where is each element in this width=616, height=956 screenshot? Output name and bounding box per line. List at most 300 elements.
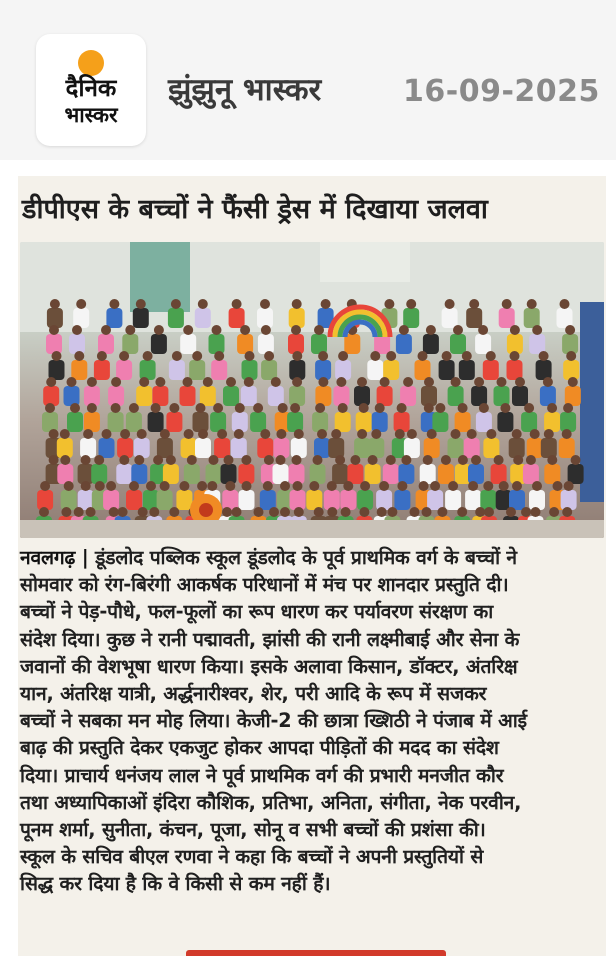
crowd-head — [129, 403, 139, 413]
crowd-head — [497, 377, 507, 387]
crowd-body — [289, 386, 305, 406]
crowd-head — [280, 481, 290, 491]
article-line-13: सिद्ध कर दिया है कि वे किसी से कम नहीं हैं। — [20, 872, 331, 896]
crowd-body — [476, 412, 492, 432]
crowd-body — [166, 412, 182, 432]
article-line-9: दिया। प्राचार्य धनंजय लाल ने पूर्व प्राथमिक वर्ग की प्रभारी मनजीत कौर — [20, 763, 504, 787]
crowd-head — [486, 429, 496, 439]
crowd-head — [437, 507, 447, 517]
crowd-body — [163, 464, 179, 484]
crowd-body — [214, 438, 230, 458]
crowd-head — [196, 403, 206, 413]
crowd-head — [568, 377, 578, 387]
crowd-body — [439, 360, 455, 380]
crowd-head — [474, 377, 484, 387]
crowd-body — [258, 334, 274, 354]
crowd-head — [483, 481, 493, 491]
crowd-body — [372, 412, 388, 432]
edition-date: 16-09-2025 — [403, 74, 600, 109]
crowd-head — [241, 455, 251, 465]
crowd-head — [445, 299, 455, 309]
crowd-head — [97, 351, 107, 361]
crowd-body — [69, 334, 85, 354]
crowd-head — [327, 507, 337, 517]
crowd-head — [403, 377, 413, 387]
crowd-body — [73, 308, 89, 328]
crowd-head — [357, 377, 367, 387]
crowd-head — [565, 325, 575, 335]
crowd-body — [289, 464, 305, 484]
crowd-head — [327, 481, 337, 491]
crowd-head — [475, 507, 485, 517]
crowd-head — [139, 377, 149, 387]
crowd-head — [486, 351, 496, 361]
crowd-body — [47, 308, 63, 328]
crowd-body — [466, 308, 482, 328]
crowd-body — [180, 386, 196, 406]
crowd-head — [318, 351, 328, 361]
crowd-head — [120, 429, 130, 439]
crowd-body — [491, 464, 507, 484]
crowd-body — [465, 490, 481, 510]
crowd-head — [169, 507, 179, 517]
crowd-head — [183, 325, 193, 335]
crowd-head — [129, 481, 139, 491]
crowd-head — [217, 429, 227, 439]
crowd-body — [151, 334, 167, 354]
crowd-head — [401, 455, 411, 465]
crowd-head — [426, 325, 436, 335]
crowd-head — [271, 377, 281, 387]
crowd-body — [239, 490, 255, 510]
crowd-head — [70, 403, 80, 413]
crowd-head — [212, 325, 222, 335]
crowd-head — [264, 455, 274, 465]
crowd-body — [480, 490, 496, 510]
crowd-head — [458, 403, 468, 413]
crowd-head — [399, 325, 409, 335]
crowd-head — [293, 481, 303, 491]
crowd-head — [457, 507, 467, 517]
crowd-body — [37, 490, 53, 510]
crowd-body — [288, 334, 304, 354]
crowd-body — [148, 412, 164, 432]
crowd-body — [231, 438, 247, 458]
crowd-head — [359, 403, 369, 413]
crowd-body — [562, 334, 578, 354]
crowd-head — [276, 455, 286, 465]
stage-steps — [20, 520, 604, 538]
crowd-body — [61, 490, 77, 510]
crowd-body — [332, 464, 348, 484]
crowd-body — [404, 438, 420, 458]
crowd-head — [187, 455, 197, 465]
crowd-head — [515, 377, 525, 387]
crowd-body — [421, 386, 437, 406]
crowd-head — [406, 299, 416, 309]
group-photo-illustration — [20, 242, 604, 538]
crowd-body — [464, 438, 480, 458]
crowd-head — [134, 455, 144, 465]
crowd-head — [81, 455, 91, 465]
crowd-body — [335, 412, 351, 432]
crowd-head — [160, 481, 170, 491]
article-headline: डीपीएस के बच्चों ने फैंसी ड्रेस में दिखाया जलवा — [22, 194, 488, 225]
crowd-body — [152, 386, 168, 406]
crowd-head — [357, 429, 367, 439]
crowd-head — [184, 429, 194, 439]
crowd-head — [253, 403, 263, 413]
crowd-head — [226, 377, 236, 387]
crowd-head — [397, 481, 407, 491]
crowd-head — [368, 455, 378, 465]
article-line-11: पूनम शर्मा, सुनीता, कंचन, पूजा, सोनू व सभी बच्चों की प्रशंसा की। — [20, 818, 486, 842]
crowd-body — [184, 464, 200, 484]
crowd-head — [386, 455, 396, 465]
crowd-head — [94, 455, 104, 465]
crowd-head — [384, 299, 394, 309]
crowd-head — [395, 429, 405, 439]
crowd-body — [540, 386, 556, 406]
crowd-head — [341, 507, 351, 517]
crowd-body — [310, 464, 326, 484]
crowd-body — [206, 464, 222, 484]
crowd-head — [269, 507, 279, 517]
crowd-head — [314, 325, 324, 335]
building-panel-right — [320, 242, 410, 282]
crowd-body — [131, 464, 147, 484]
crowd-head — [172, 351, 182, 361]
crowd-body — [140, 360, 156, 380]
crowd-head — [74, 507, 84, 517]
crowd-head — [244, 377, 254, 387]
crowd-head — [571, 455, 581, 465]
crowd-body — [108, 386, 124, 406]
crowd-head — [260, 299, 270, 309]
crowd-head — [435, 403, 445, 413]
crowd-head — [45, 403, 55, 413]
crowd-body — [98, 334, 114, 354]
crowd-head — [166, 455, 176, 465]
crowd-body — [94, 360, 110, 380]
group-photo[interactable] — [20, 242, 604, 538]
crowd-head — [222, 507, 232, 517]
crowd-body — [84, 412, 100, 432]
crowd-head — [338, 403, 348, 413]
crowd-head — [64, 481, 74, 491]
crowd-head — [125, 325, 135, 335]
crowd-head — [317, 429, 327, 439]
crowd-head — [118, 507, 128, 517]
crowd-body — [57, 464, 73, 484]
crowd-head — [468, 481, 478, 491]
crowd-body — [126, 412, 142, 432]
crowd-body — [311, 334, 327, 354]
crowd-head — [343, 481, 353, 491]
crowd-head — [448, 481, 458, 491]
crowd-head — [86, 507, 96, 517]
crowd-head — [430, 481, 440, 491]
app-header — [0, 0, 616, 160]
crowd-head — [102, 429, 112, 439]
crowd-body — [356, 412, 372, 432]
crowd-body — [507, 334, 523, 354]
article-line-7: बच्चों ने सबका मन मोह लिया। केजी-2 की छात्रा ख्शिठी ने पंजाब में आई — [20, 709, 527, 733]
crowd-head — [111, 403, 121, 413]
crowd-head — [240, 325, 250, 335]
crowd-body — [442, 308, 458, 328]
crowd-head — [106, 481, 116, 491]
crowd-body — [46, 334, 62, 354]
crowd-head — [235, 403, 245, 413]
crowd-head — [46, 377, 56, 387]
crowd-body — [376, 490, 392, 510]
crowd-body — [209, 334, 225, 354]
crowd-head — [359, 507, 369, 517]
crowd-head — [154, 325, 164, 335]
crowd-body — [529, 490, 545, 510]
crowd-head — [370, 351, 380, 361]
crowd-body — [136, 386, 152, 406]
sunflower-center — [199, 503, 213, 517]
crowd-body — [49, 360, 65, 380]
crowd-head — [40, 481, 50, 491]
crowd-head — [119, 351, 129, 361]
crowd-body — [126, 490, 142, 510]
edition-title: झुंझुनू भास्कर — [168, 72, 322, 108]
crowd-head — [111, 377, 121, 387]
crowd-body — [568, 464, 584, 484]
crowd-head — [72, 325, 82, 335]
crowd-body — [544, 464, 560, 484]
article-line-3: बच्चों ने पेड़-पौधे, फल-फूलों का रूप धारण कर पर्यावरण संरक्षण का — [20, 600, 494, 624]
crowd-head — [506, 507, 516, 517]
crowd-head — [260, 429, 270, 439]
crowd-body — [432, 412, 448, 432]
crowd-body — [229, 308, 245, 328]
crowd-body — [475, 334, 491, 354]
crowd-body — [181, 438, 197, 458]
crowd-body — [257, 438, 273, 458]
crowd-head — [419, 481, 429, 491]
crowd-head — [423, 455, 433, 465]
accent-bar — [186, 950, 446, 956]
crowd-body — [157, 490, 173, 510]
crowd-head — [562, 429, 572, 439]
crowd-body — [403, 308, 419, 328]
logo-text-line2: भास्कर — [64, 103, 118, 127]
crowd-head — [254, 507, 264, 517]
crowd-head — [386, 351, 396, 361]
article-line-6: यान, अंतरिक्ष यात्री, अर्द्धनारीश्वर, शेर, परी आदि के रूप में सजकर — [20, 682, 487, 706]
crowd-head — [479, 403, 489, 413]
crowd-body — [169, 360, 185, 380]
crowd-body — [315, 386, 331, 406]
crowd-head — [458, 455, 468, 465]
crowd-body — [157, 438, 173, 458]
crowd-head — [549, 507, 559, 517]
crowd-body — [211, 360, 227, 380]
crowd-body — [524, 308, 540, 328]
crowd-body — [471, 386, 487, 406]
crowd-body — [193, 412, 209, 432]
crowd-body — [261, 360, 277, 380]
crowd-body — [42, 412, 58, 432]
crowd-head — [484, 507, 494, 517]
crowd-body — [134, 438, 150, 458]
crowd-head — [87, 403, 97, 413]
crowd-head — [294, 507, 304, 517]
crowd-body — [565, 386, 581, 406]
crowd-head — [60, 455, 70, 465]
crowd-body — [509, 438, 525, 458]
crowd-head — [380, 377, 390, 387]
crowd-body — [180, 334, 196, 354]
crowd-body — [445, 490, 461, 510]
crowd-body — [103, 490, 119, 510]
crowd-head — [494, 455, 504, 465]
crowd-body — [420, 464, 436, 484]
crowd-body — [222, 490, 238, 510]
crowd-head — [192, 351, 202, 361]
crowd-body — [291, 438, 307, 458]
crowd-body — [438, 464, 454, 484]
crowd-head — [350, 455, 360, 465]
crowd-body — [398, 464, 414, 484]
crowd-body — [559, 438, 575, 458]
crowd-body — [347, 464, 363, 484]
crowd-head — [109, 507, 119, 517]
crowd-head — [532, 325, 542, 335]
crowd-head — [314, 507, 324, 517]
crowd-body — [232, 412, 248, 432]
crowd-head — [510, 325, 520, 335]
crowd-head — [410, 507, 420, 517]
crowd-body — [260, 490, 276, 510]
crowd-body — [536, 360, 552, 380]
crowd-head — [232, 299, 242, 309]
crowd-body — [367, 360, 383, 380]
crowd-body — [108, 412, 124, 432]
crowd-body — [106, 308, 122, 328]
crowd-head — [375, 403, 385, 413]
crowd-body — [116, 464, 132, 484]
crowd-head — [213, 403, 223, 413]
crowd-head — [513, 455, 523, 465]
crowd-head — [153, 455, 163, 465]
crowd-body — [415, 360, 431, 380]
crowd-head — [424, 377, 434, 387]
crowd-head — [530, 429, 540, 439]
crowd-head — [407, 429, 417, 439]
crowd-head — [564, 481, 574, 491]
crowd-head — [321, 299, 331, 309]
crowd-head — [418, 351, 428, 361]
crowd-body — [448, 386, 464, 406]
crowd-head — [49, 429, 59, 439]
article-line-10: तथा अध्यापिकाओं इंदिरा कौशिक, प्रतिभा, अनिता, संगीता, नेक परवीन, — [20, 790, 522, 814]
dainik-bhaskar-logo[interactable] — [36, 34, 146, 146]
article-line-1: नवलगढ़ | डूंडलोद पब्लिक स्कूल डूंडलोद के पूर्व प्राथमिक वर्ग के बच्चों ने — [20, 546, 517, 569]
crowd-head — [39, 507, 49, 517]
crowd-head — [422, 507, 432, 517]
crowd-body — [315, 360, 331, 380]
crowd-head — [291, 325, 301, 335]
crowd-head — [179, 481, 189, 491]
crowd-body — [512, 386, 528, 406]
crowd-head — [171, 299, 181, 309]
article-line-5: जवानों की वेशभूषा धारण किया। इसके अलावा किसान, डॉक्टर, अंतरिक्ष — [20, 654, 518, 678]
crowd-head — [198, 429, 208, 439]
crowd-body — [242, 360, 258, 380]
crowd-body — [314, 438, 330, 458]
crowd-head — [524, 403, 534, 413]
crowd-head — [143, 351, 153, 361]
crowd-head — [335, 455, 345, 465]
crowd-head — [543, 377, 553, 387]
crowd-head — [371, 429, 381, 439]
crowd — [36, 299, 584, 536]
crowd-head — [527, 299, 537, 309]
crowd-head — [225, 481, 235, 491]
logo-text-line1: दैनिक — [65, 74, 117, 102]
crowd-head — [137, 429, 147, 439]
crowd-head — [453, 325, 463, 335]
crowd-body — [328, 438, 344, 458]
crowd-head — [209, 455, 219, 465]
crowd-head — [95, 481, 105, 491]
crowd-head — [294, 429, 304, 439]
crowd-head — [169, 403, 179, 413]
crowd-head — [232, 507, 242, 517]
article-line-12: स्कूल के सचिव बीएल रणवा ने कहा कि बच्चों ने अपनी प्रस्तुतियों से — [20, 845, 484, 869]
crowd-head — [50, 299, 60, 309]
crowd-head — [331, 429, 341, 439]
crowd-head — [119, 455, 129, 465]
crowd-body — [450, 334, 466, 354]
crowd-body — [459, 360, 475, 380]
crowd-head — [547, 403, 557, 413]
crowd-head — [136, 299, 146, 309]
crowd-head — [52, 351, 62, 361]
crowd-head — [49, 325, 59, 335]
crowd-body — [200, 386, 216, 406]
crowd-head — [336, 377, 346, 387]
crowd-body — [273, 438, 289, 458]
crowd-body — [195, 438, 211, 458]
crowd-body — [237, 334, 253, 354]
news-clipping — [18, 176, 606, 956]
crowd-head — [67, 377, 77, 387]
crowd-body — [400, 386, 416, 406]
crowd-body — [67, 412, 83, 432]
article-line-8: बाढ़ की प्रस्तुति देकर एकजुट होकर आपदा पीड़ितों की मदद का संदेश — [20, 736, 499, 760]
crowd-body — [560, 412, 576, 432]
crowd-head — [451, 377, 461, 387]
crowd-body — [394, 412, 410, 432]
crowd-body — [354, 386, 370, 406]
crowd-body — [455, 412, 471, 432]
crowd-head — [512, 429, 522, 439]
crowd-head — [451, 429, 461, 439]
crowd-head — [553, 481, 563, 491]
crowd-head — [502, 299, 512, 309]
crowd-head — [261, 325, 271, 335]
crowd-body — [494, 386, 510, 406]
crowd-body — [483, 360, 499, 380]
crowd-body — [357, 490, 373, 510]
crowd-body — [561, 490, 577, 510]
